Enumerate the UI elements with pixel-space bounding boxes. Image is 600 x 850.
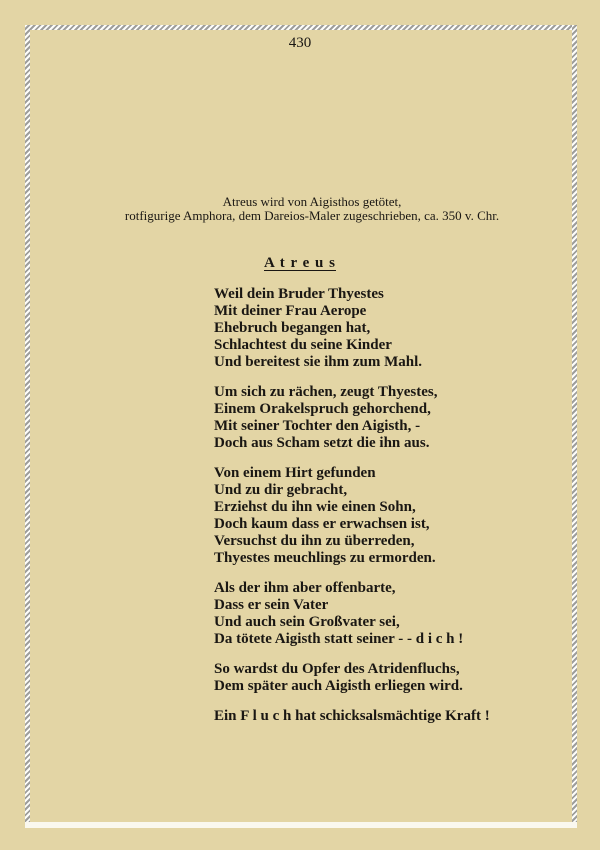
- poem-line: Und auch sein Großvater sei,: [214, 614, 400, 630]
- poem-line: Thyestes meuchlings zu ermorden.: [214, 550, 436, 566]
- poem: [214, 286, 490, 738]
- poem-line: Erziehst du ihn wie einen Sohn,: [214, 499, 416, 515]
- poem-line: Mit seiner Tochter den Aigisth, -: [214, 418, 421, 434]
- poem-stanza: [214, 708, 490, 725]
- poem-line: Dem später auch Aigisth erliegen wird.: [214, 678, 463, 694]
- poem-line: Dass er sein Vater: [214, 597, 329, 613]
- poem-title: A t r e u s: [264, 255, 336, 271]
- poem-line: Ehebruch begangen hat,: [214, 320, 371, 336]
- poem-stanza: [214, 661, 490, 695]
- poem-stanza: [214, 286, 490, 371]
- image-caption: [0, 195, 600, 223]
- poem-line: Doch kaum dass er erwachsen ist,: [214, 516, 430, 532]
- page-border-left: [25, 25, 30, 827]
- poem-line: Doch aus Scham setzt die ihn aus.: [214, 435, 430, 451]
- poem-stanza: [214, 384, 490, 452]
- poem-line: Und zu dir gebracht,: [214, 482, 348, 498]
- page-number: 430: [288, 35, 312, 51]
- poem-line: Da tötete Aigisth statt seiner - - d i c h !: [214, 631, 464, 647]
- poem-line: Um sich zu rächen, zeugt Thyestes,: [214, 384, 438, 400]
- image-caption-line1: Atreus wird von Aigisthos getötet,: [222, 194, 402, 209]
- page-border-bottom: [25, 822, 577, 828]
- poem-line: Einem Orakelspruch gehorchend,: [214, 401, 431, 417]
- poem-line: So wardst du Opfer des Atridenfluchs,: [214, 661, 460, 677]
- image-caption-line2: rotfigurige Amphora, dem Dareios-Maler zugeschrieben, ca. 350 v. Chr.: [124, 208, 500, 223]
- poem-line: Ein F l u c h hat schicksalsmächtige Kraft !: [214, 708, 490, 724]
- poem-stanza: [214, 465, 490, 567]
- poem-line: Und bereitest sie ihm zum Mahl.: [214, 354, 423, 370]
- poem-line: Als der ihm aber offenbarte,: [214, 580, 396, 596]
- poem-stanza: [214, 580, 490, 648]
- page-border-top: [25, 25, 577, 30]
- poem-line: Mit deiner Frau Aerope: [214, 303, 367, 319]
- poem-line: Schlachtest du seine Kinder: [214, 337, 392, 353]
- poem-line: Weil dein Bruder Thyestes: [214, 286, 384, 302]
- poem-line: Von einem Hirt gefunden: [214, 465, 376, 481]
- page-border-right: [572, 25, 577, 827]
- poem-line: Versuchst du ihn zu überreden,: [214, 533, 415, 549]
